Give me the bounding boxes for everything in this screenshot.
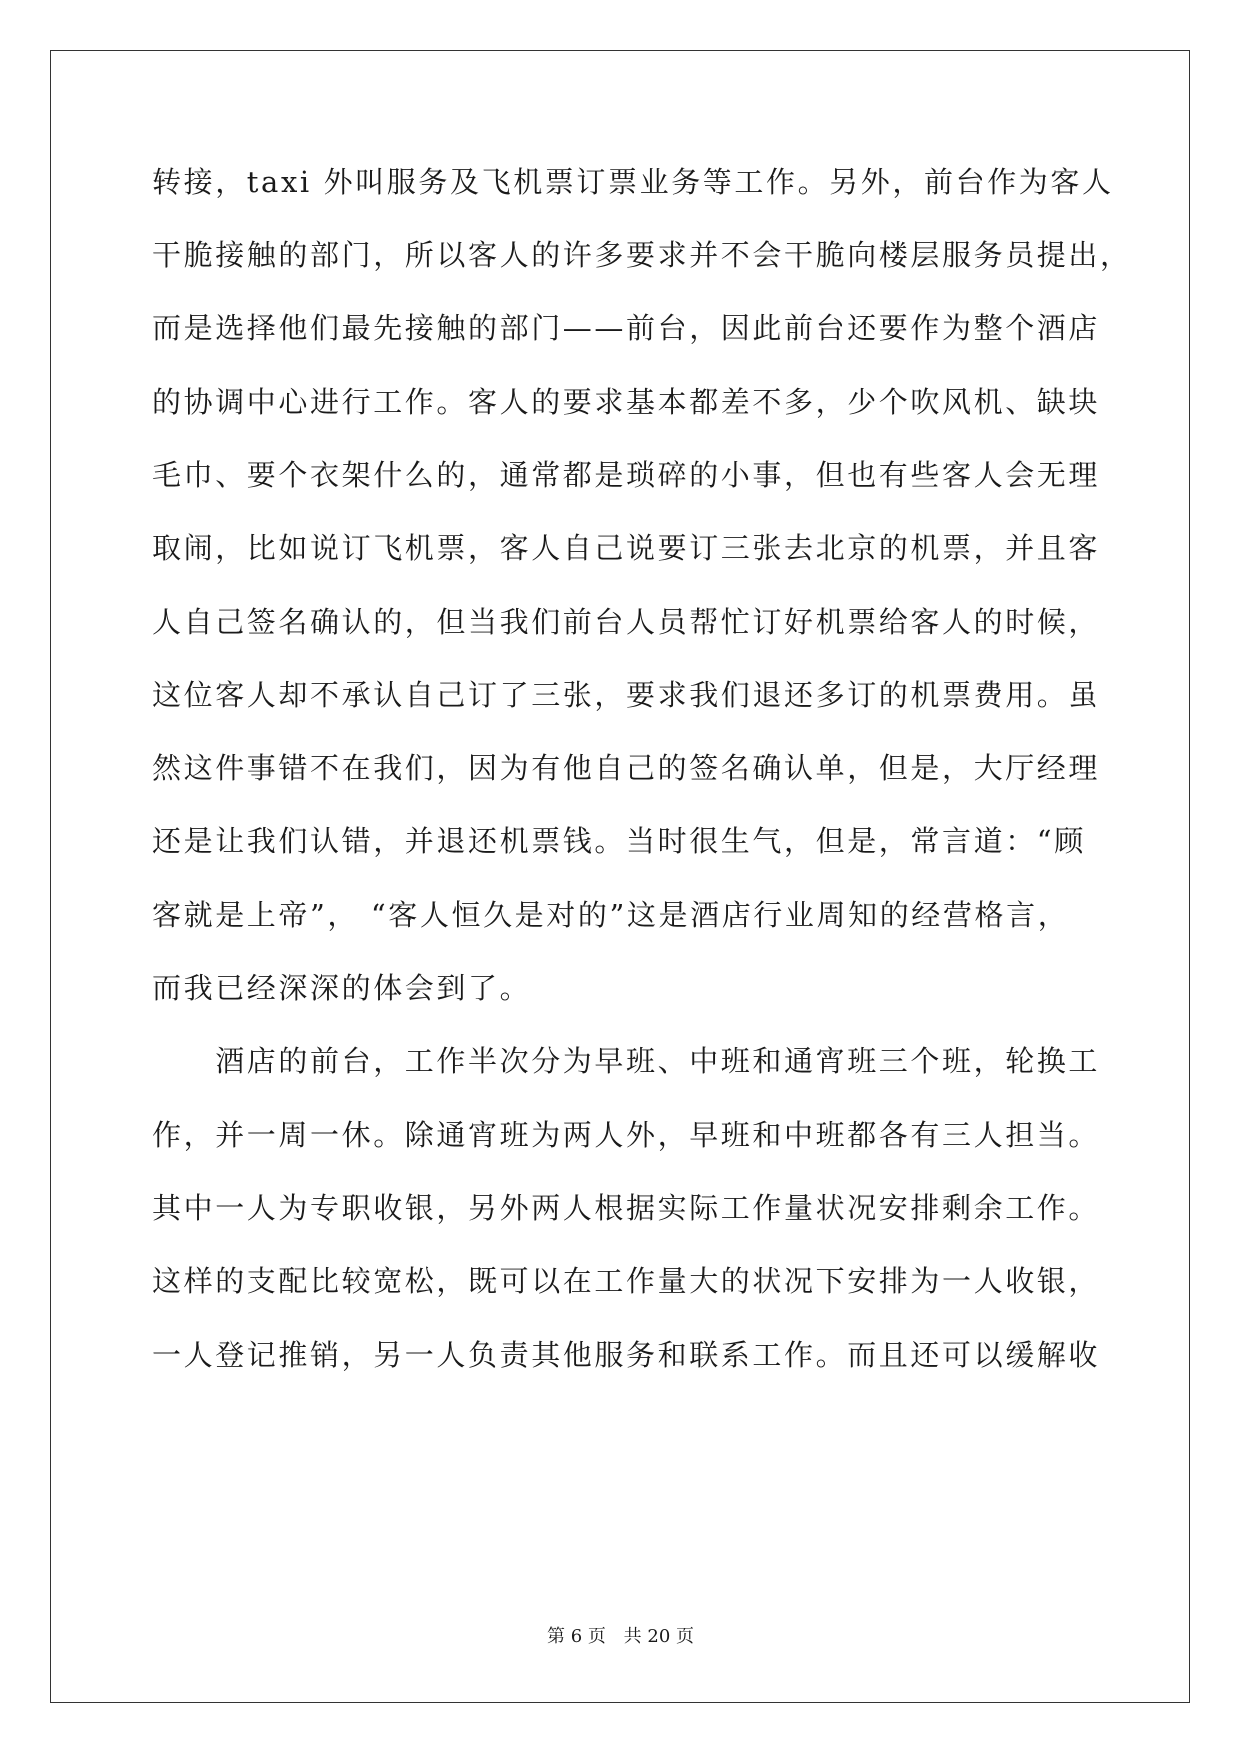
text-line: 而是选择他们最先接触的部门——前台，因此前台还要作为整个酒店 xyxy=(152,311,1101,345)
text-line: 这样的支配比较宽松，既可以在工作量大的状况下安排为一人收银， xyxy=(152,1264,1101,1298)
text-line: 转接，taxi 外叫服务及飞机票订票业务等工作。另外，前台作为客人 xyxy=(152,165,1114,199)
paragraph-start-line: 酒店的前台，工作半次分为早班、中班和通宵班三个班，轮换工 xyxy=(152,1044,1101,1078)
text-line: 这位客人却不承认自己订了三张，要求我们退还多订的机票费用。虽 xyxy=(152,678,1101,712)
text-line: 取闹，比如说订飞机票，客人自己说要订三张去北京的机票，并且客 xyxy=(152,531,1101,565)
text-line: 然这件事错不在我们，因为有他自己的签名确认单，但是，大厅经理 xyxy=(152,751,1101,785)
page-footer xyxy=(0,1625,1241,1649)
text-line: 干脆接触的部门，所以客人的许多要求并不会干脆向楼层服务员提出， xyxy=(152,238,1132,272)
text-line: 的协调中心进行工作。客人的要求基本都差不多，少个吹风机、缺块 xyxy=(152,385,1101,419)
text-line: 一人登记推销，另一人负责其他服务和联系工作。而且还可以缓解收 xyxy=(152,1338,1101,1372)
text-line: 客就是上帝”， “客人恒久是对的”这是酒店行业周知的经营格言， xyxy=(152,898,1070,932)
page-number: 第 6 页 xyxy=(547,1626,606,1647)
text-line: 而我已经深深的体会到了。 xyxy=(152,971,532,1005)
text-line: 还是让我们认错，并退还机票钱。当时很生气，但是，常言道：“顾 xyxy=(152,824,1086,858)
text-line: 人自己签名确认的，但当我们前台人员帮忙订好机票给客人的时候， xyxy=(152,605,1101,639)
page-border xyxy=(50,50,1190,1703)
text-line: 毛巾、要个衣架什么的，通常都是琐碎的小事，但也有些客人会无理 xyxy=(152,458,1101,492)
text-line: 其中一人为专职收银，另外两人根据实际工作量状况安排剩余工作。 xyxy=(152,1191,1101,1225)
text-line: 作，并一周一休。除通宵班为两人外，早班和中班都各有三人担当。 xyxy=(152,1118,1101,1152)
page-total: 共 20 页 xyxy=(623,1626,694,1647)
